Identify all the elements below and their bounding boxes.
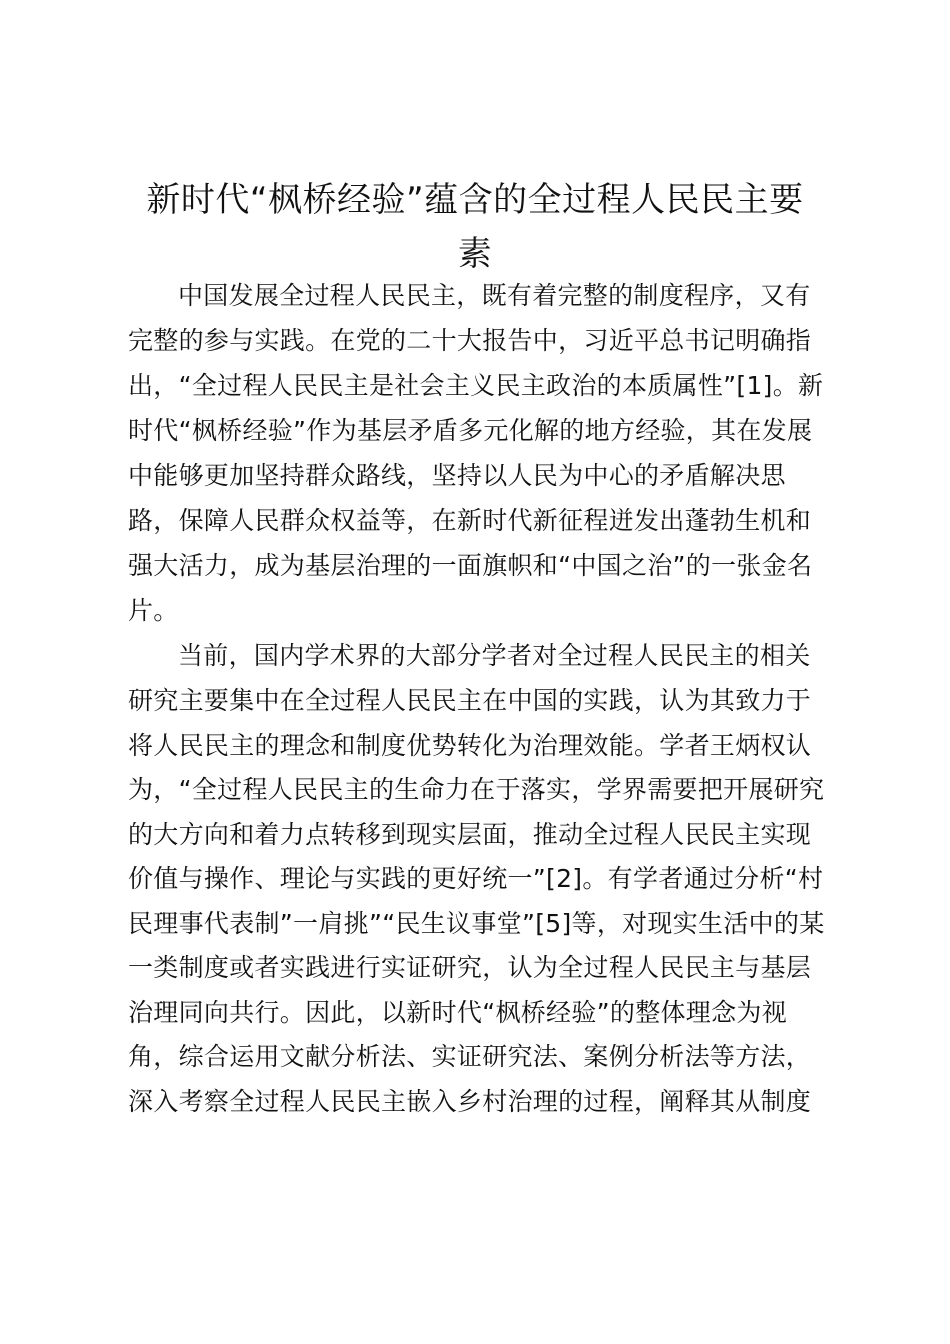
paragraph-line: 治理同向共行。因此，以新时代“枫桥经验”的整体理念为视 xyxy=(128,998,788,1027)
paragraph-line: 当前，国内学术界的大部分学者对全过程人民民主的相关 xyxy=(178,641,811,670)
document-title-line-1: 新时代“枫桥经验”蕴含的全过程人民民主要 xyxy=(146,180,804,220)
paragraph-line: 的大方向和着力点转移到现实层面，推动全过程人民民主实现 xyxy=(128,820,812,849)
paragraph-line: 民理事代表制”一肩挑”“民生议事堂”[5]等，对现实生活中的某 xyxy=(128,909,825,938)
paragraph-line: 片。 xyxy=(128,596,179,625)
paragraph-line: 出，“全过程人民民主是社会主义民主政治的本质属性”[1]。新 xyxy=(128,371,824,400)
paragraph-line: 深入考察全过程人民民主嵌入乡村治理的过程，阐释其从制度 xyxy=(128,1087,812,1116)
paragraph-line: 完整的参与实践。在党的二十大报告中，习近平总书记明确指 xyxy=(128,326,812,355)
paragraph-line: 强大活力，成为基层治理的一面旗帜和“中国之治”的一张金名 xyxy=(128,551,813,580)
document-title-line-2: 素 xyxy=(457,234,493,274)
paragraph-line: 为，“全过程人民民主的生命力在于落实，学界需要把开展研究 xyxy=(128,775,825,804)
paragraph-line: 一类制度或者实践进行实证研究，认为全过程人民民主与基层 xyxy=(128,953,812,982)
paragraph-line: 中能够更加坚持群众路线，坚持以人民为中心的矛盾解决思 xyxy=(128,461,786,490)
paragraph-line: 研究主要集中在全过程人民民主在中国的实践，认为其致力于 xyxy=(128,686,812,715)
paragraph-line: 时代“枫桥经验”作为基层矛盾多元化解的地方经验，其在发展 xyxy=(128,416,813,445)
paragraph-line: 中国发展全过程人民民主，既有着完整的制度程序，又有 xyxy=(178,281,811,310)
paragraph-line: 角，综合运用文献分析法、实证研究法、案例分析法等方法， xyxy=(128,1042,812,1071)
paragraph-line: 路，保障人民群众权益等，在新时代新征程迸发出蓬勃生机和 xyxy=(128,506,812,535)
paragraph-line: 价值与操作、理论与实践的更好统一”[2]。有学者通过分析“村 xyxy=(128,864,824,893)
paragraph-line: 将人民民主的理念和制度优势转化为治理效能。学者王炳权认 xyxy=(128,731,812,760)
